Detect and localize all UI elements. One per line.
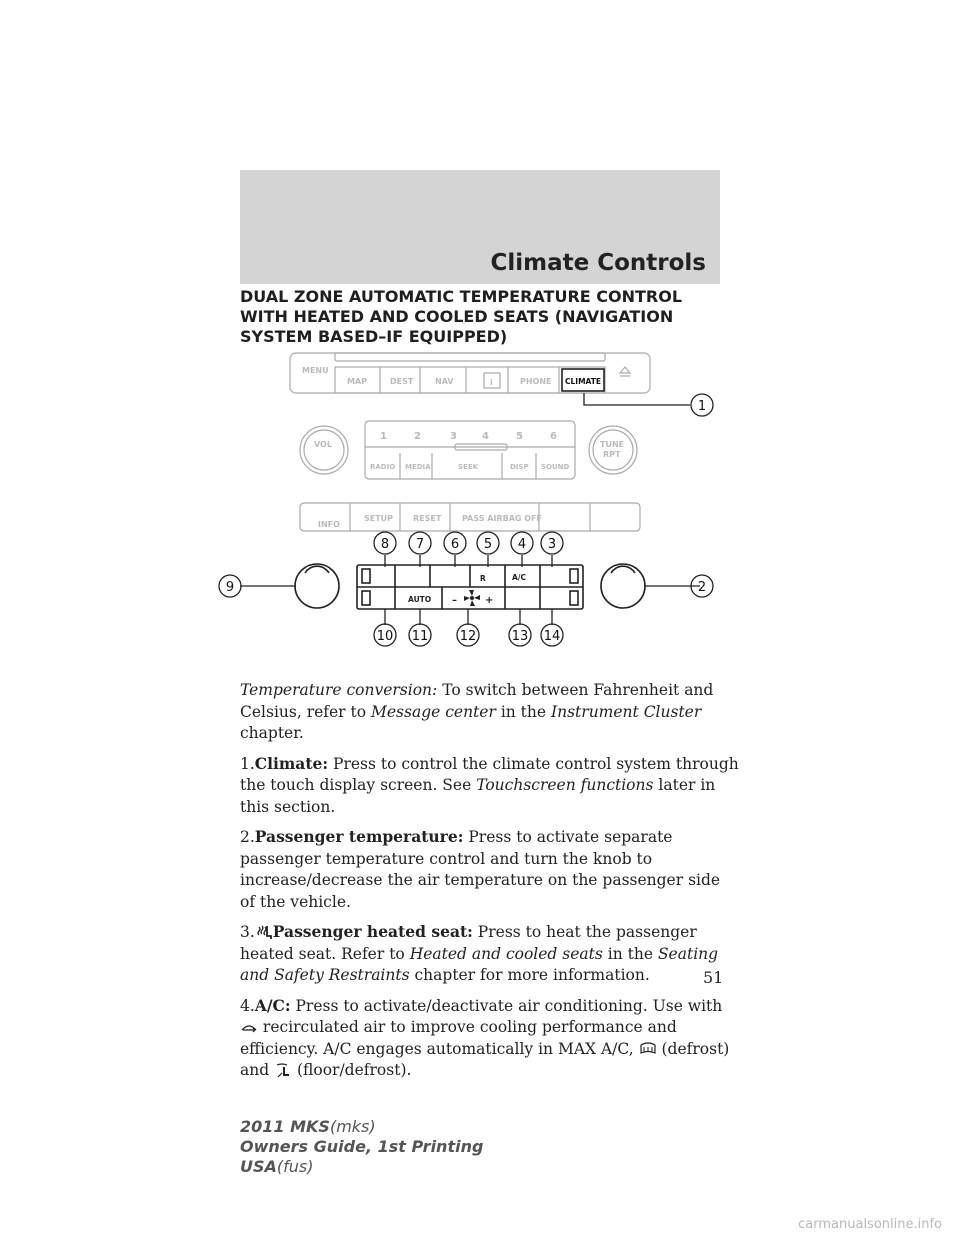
callout-9: 9 xyxy=(225,580,235,595)
seek-label: SEEK xyxy=(458,463,479,471)
item-1 xyxy=(240,753,740,819)
preset-1: 1 xyxy=(380,431,387,442)
ref-message-center: Message center xyxy=(371,702,496,721)
section-heading: DUAL ZONE AUTOMATIC TEMPERATURE CONTROL WITH HEATED AND COOLED SEATS (NAVIGATION SYSTEM BASED–IF EQUIPPED) xyxy=(240,287,683,346)
callout-13: 13 xyxy=(511,629,529,644)
footer-model: 2011 MKS xyxy=(240,1117,330,1136)
map-label: MAP xyxy=(347,377,368,386)
ref-touchscreen: Touchscreen functions xyxy=(476,776,654,794)
radio-label: RADIO xyxy=(370,463,396,471)
text: chapter. xyxy=(240,724,304,742)
preset-4: 4 xyxy=(482,431,489,442)
item-number: 1. xyxy=(240,754,255,773)
text: chapter for more information. xyxy=(409,966,650,984)
page-number: 51 xyxy=(703,968,724,987)
climate-panel-diagram xyxy=(210,345,730,655)
rpt-label: RPT xyxy=(603,450,621,459)
vol-label: VOL xyxy=(314,440,332,449)
fan-minus-label: – xyxy=(452,595,457,606)
info-label: INFO xyxy=(318,520,340,529)
preset-5: 5 xyxy=(516,431,523,442)
auto-label: AUTO xyxy=(408,595,432,604)
header-band xyxy=(240,170,720,284)
disp-label: DISP xyxy=(510,463,529,471)
callout-3: 3 xyxy=(547,537,557,552)
callout-7: 7 xyxy=(415,537,425,552)
callout-11: 11 xyxy=(411,629,429,644)
tune-label: TUNE xyxy=(600,440,625,449)
setup-label: SETUP xyxy=(364,514,394,523)
defrost-icon xyxy=(639,1041,657,1059)
item-number: 2. xyxy=(240,828,255,846)
callout-14: 14 xyxy=(543,629,561,644)
text: To switch between Fahrenheit and Celsius, refer to xyxy=(240,681,714,721)
climate-label: CLIMATE xyxy=(565,377,601,386)
fan-plus-label: + xyxy=(485,595,494,606)
footer-region-code: (fus) xyxy=(276,1157,314,1176)
footer-model-code: (mks) xyxy=(329,1117,376,1136)
info-i-label: i xyxy=(490,378,493,387)
ref-instrument-cluster: Instrument Cluster xyxy=(551,702,702,721)
text: Press to control the climate control system through the touch display screen. See xyxy=(240,754,739,794)
floor-defrost-icon xyxy=(274,1062,292,1080)
item-2 xyxy=(240,826,740,913)
callout-5: 5 xyxy=(483,537,493,552)
preset-3: 3 xyxy=(450,431,457,442)
text: recirculated air to improve cooling performance and efficiency. A/C engages automatically in MAX A/C, xyxy=(240,1018,677,1058)
dest-label: DEST xyxy=(390,377,414,386)
text: Press to activate/deactivate air conditioning. Use with xyxy=(290,996,723,1015)
footer-guide: Owners Guide, 1st Printing xyxy=(240,1137,484,1156)
menu-label: MENU xyxy=(302,366,329,375)
callout-2: 2 xyxy=(697,580,707,595)
reset-label: RESET xyxy=(413,514,442,523)
recirc-r-label: R xyxy=(480,574,486,583)
item-number: 3. xyxy=(240,923,255,941)
text: Press to heat the passenger heated seat. Refer to xyxy=(240,923,697,963)
ref-heated-seats: Heated and cooled seats xyxy=(409,944,603,963)
fan-icon xyxy=(464,590,480,606)
item-number: 4. xyxy=(240,996,255,1015)
temp-conversion-paragraph xyxy=(240,680,740,745)
callout-1: 1 xyxy=(697,399,707,414)
footer xyxy=(240,1117,483,1177)
callout-12: 12 xyxy=(459,629,477,644)
heated-seat-icon xyxy=(255,924,273,942)
phone-label: PHONE xyxy=(520,377,552,386)
preset-6: 6 xyxy=(550,431,557,442)
text: (floor/defrost). xyxy=(292,1061,412,1079)
item-3 xyxy=(240,921,740,987)
callout-10: 10 xyxy=(376,629,394,644)
callout-6: 6 xyxy=(450,537,460,552)
ac-label: A/C xyxy=(512,573,527,582)
pass-airbag-label: PASS AIRBAG OFF xyxy=(462,514,542,523)
text: later in this section. xyxy=(240,776,716,816)
item-label: Passenger heated seat: xyxy=(272,922,473,941)
text: in the xyxy=(602,944,658,963)
body-text xyxy=(240,680,740,1090)
sound-label: SOUND xyxy=(541,463,570,471)
callout-8: 8 xyxy=(380,537,390,552)
footer-region: USA xyxy=(240,1157,277,1176)
preset-2: 2 xyxy=(414,431,421,442)
callout-4: 4 xyxy=(517,537,527,552)
watermark: carmanualsonline.info xyxy=(798,1217,942,1232)
recirculate-icon xyxy=(240,1019,258,1037)
media-label: MEDIA xyxy=(405,463,431,471)
text: Press to activate separate passenger temperature control and turn the knob to increase/decrease the air temperature on the passenger side of the vehicle. xyxy=(240,828,721,911)
item-label: Passenger temperature: xyxy=(254,827,464,846)
ref-seating-safety: Seating and Safety Restraints xyxy=(240,944,719,984)
text: in the xyxy=(495,702,551,721)
item-4 xyxy=(240,995,740,1082)
text: (defrost) and xyxy=(240,1039,730,1079)
chapter-title: Climate Controls xyxy=(490,250,706,276)
nav-label: NAV xyxy=(435,377,454,386)
temp-conversion-label: Temperature conversion: xyxy=(240,681,438,699)
item-label: A/C: xyxy=(254,995,291,1015)
item-label: Climate: xyxy=(254,753,329,773)
